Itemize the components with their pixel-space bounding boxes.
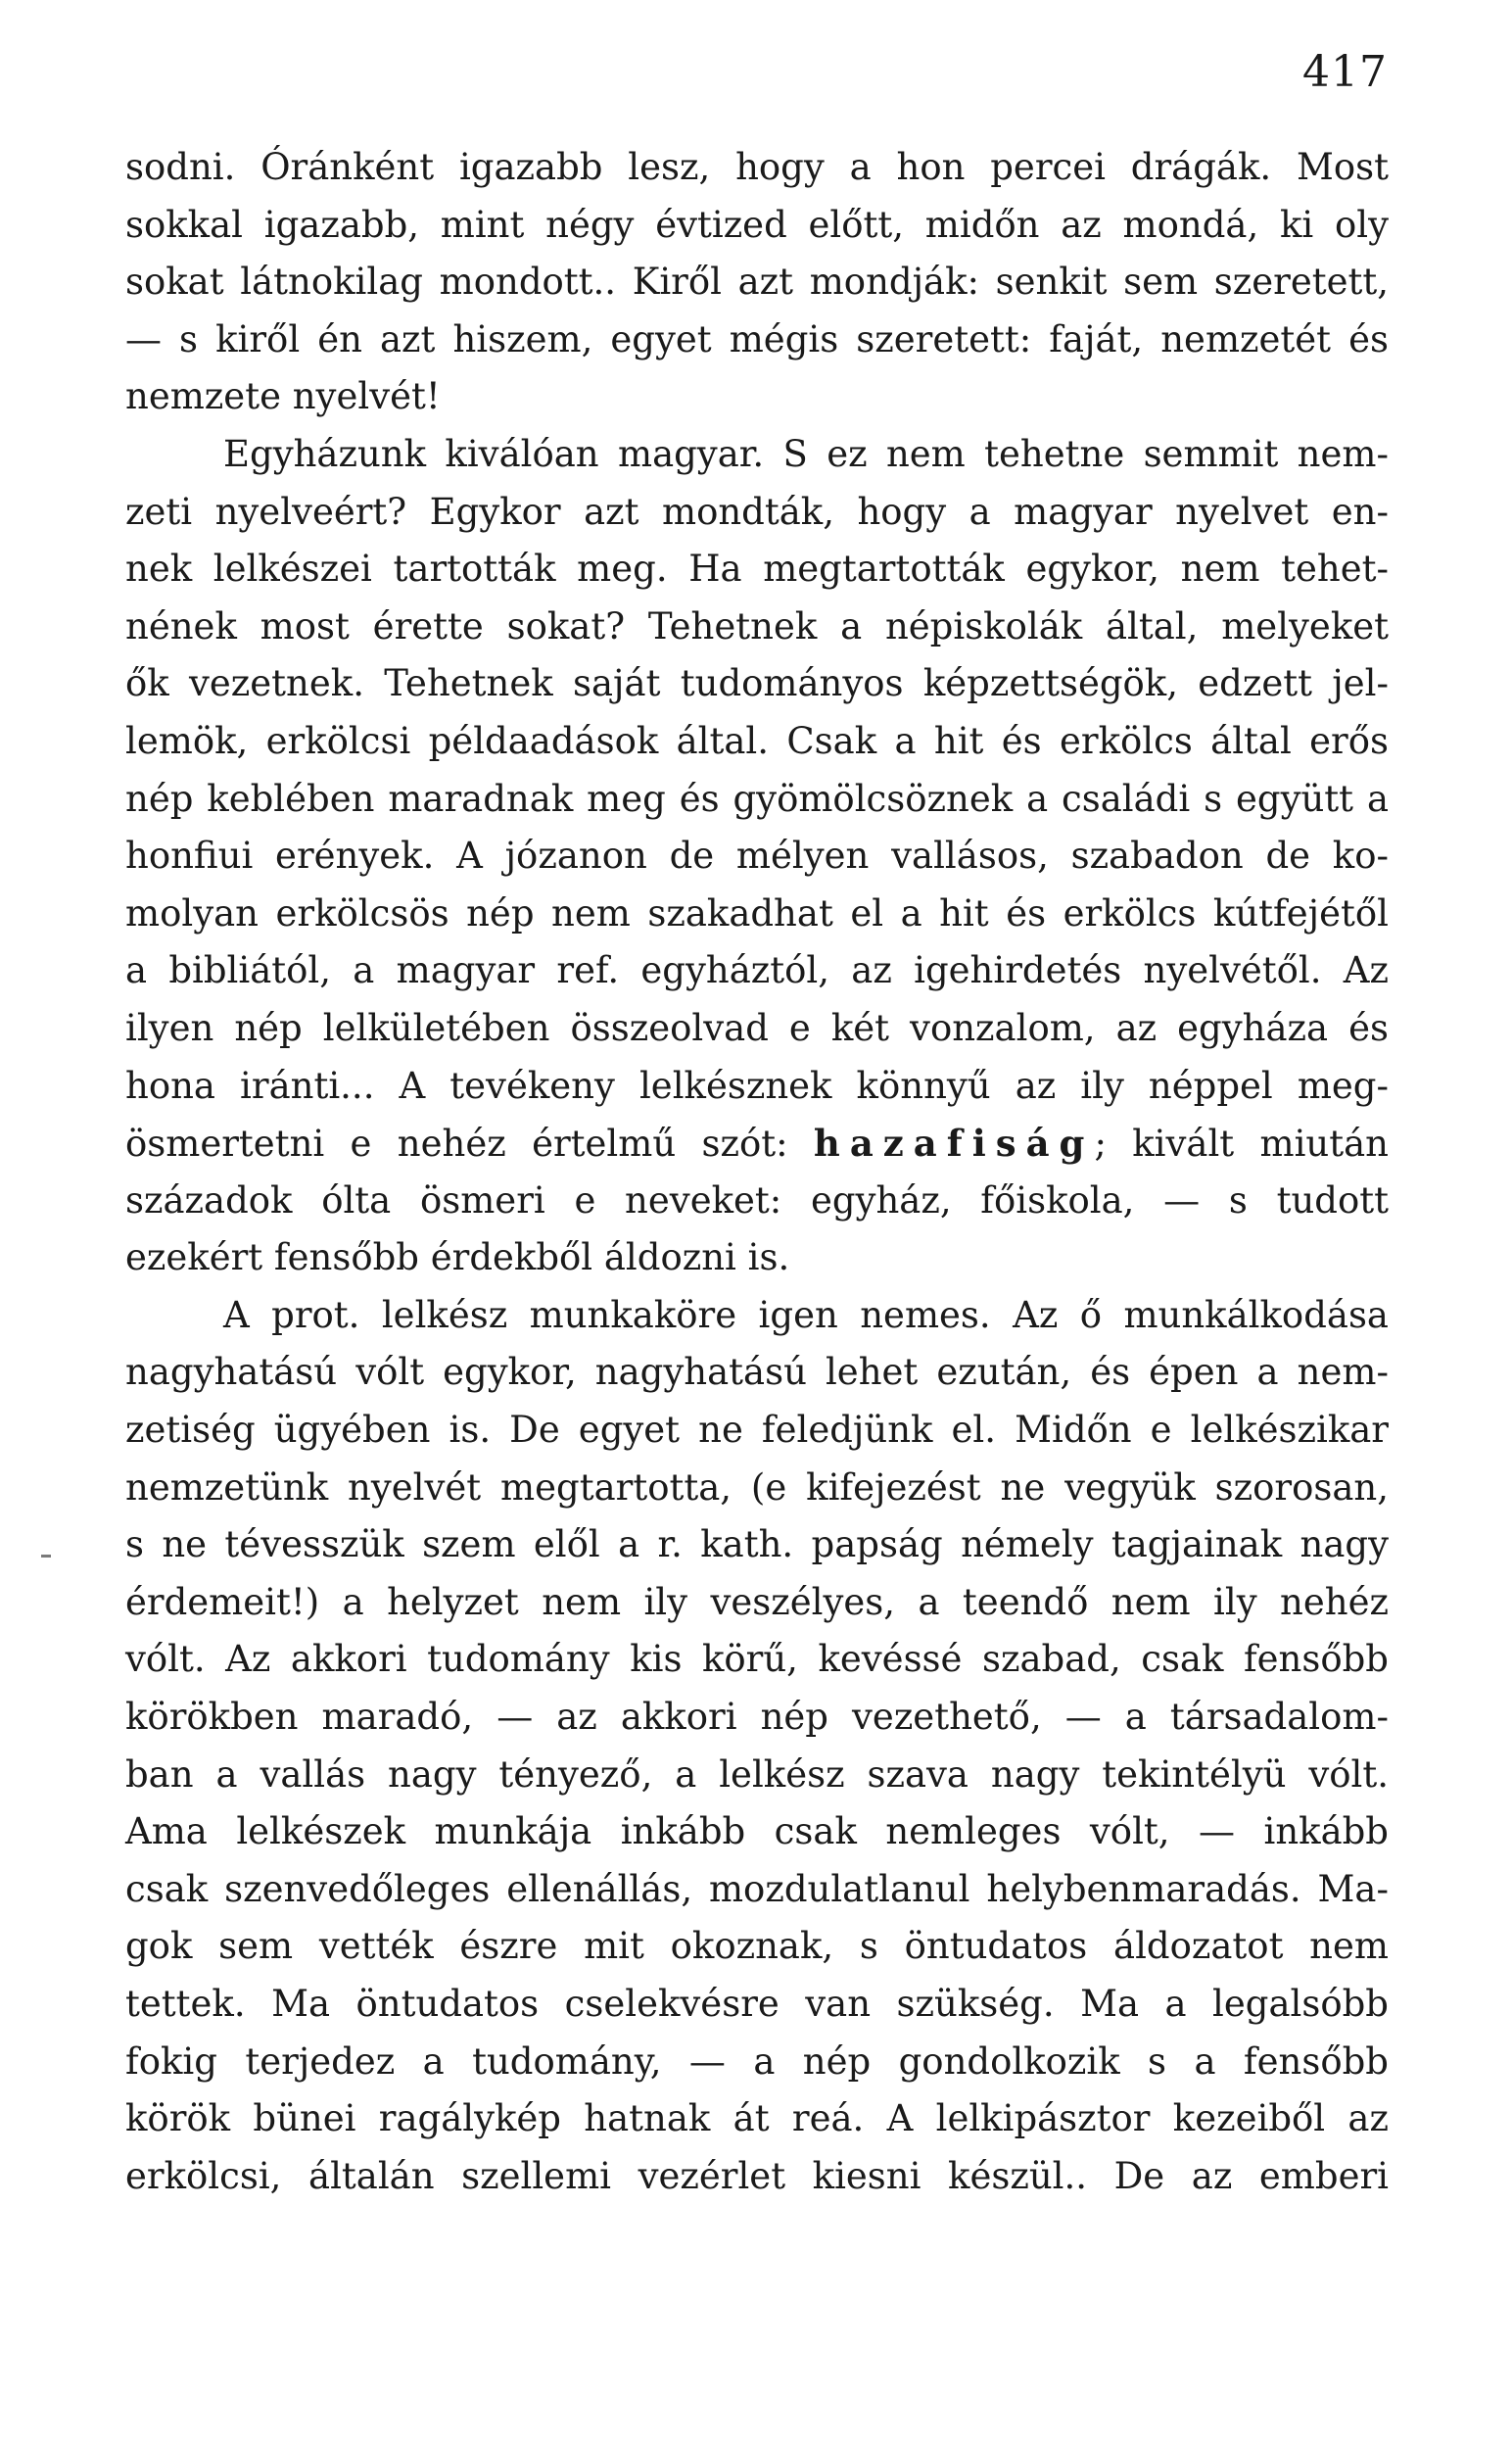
text-line: nemzete nyelvét!	[125, 375, 441, 418]
text-line: nének most érette sokat? Tehetnek a népiskolák által, melyeket	[125, 604, 1389, 647]
text-line: a bibliától, a magyar ref. egyháztól, az igehirdetés nyelvétől. Az	[125, 949, 1389, 992]
text-run: ; kivált miután	[1094, 1123, 1389, 1166]
body-text	[125, 139, 1389, 2205]
text-line: nép keblében maradnak meg és gyömölcsöznek a családi s együtt a	[125, 777, 1389, 820]
text-line: nagyhatású vólt egykor, nagyhatású lehet ezután, és épen a nem-	[125, 1351, 1389, 1394]
text-line: sokkal igazabb, mint négy évtized előtt, midőn az mondá, ki oly	[125, 203, 1389, 246]
text-line: ilyen nép lelkületében összeolvad e két vonzalom, az egyháza és	[125, 1006, 1389, 1049]
text-line: zetiség ügyében is. De egyet ne feledjünk el. Midőn e lelkészikar	[125, 1409, 1389, 1452]
text-line: ők vezetnek. Tehetnek saját tudományos képzettségök, edzett jel-	[125, 662, 1389, 705]
spaced-word: hazafiság	[813, 1122, 1095, 1166]
text-line: zeti nyelveért? Egykor azt mondták, hogy a magyar nyelvet en-	[125, 490, 1389, 533]
paragraph-2	[125, 426, 1389, 1287]
paragraph-3	[125, 1287, 1389, 2206]
text-line: ban a vallás nagy tényező, a lelkész szava nagy tekintélyü vólt.	[125, 1752, 1389, 1796]
text-line: vólt. Az akkori tudomány kis körű, kevéssé szabad, csak fensőbb	[125, 1638, 1389, 1681]
text-line: honfiui erények. A józanon de mélyen vallásos, szabadon de ko-	[125, 835, 1389, 878]
text-line: körök bünei ragálykép hatnak át reá. A lelkipásztor kezeiből az	[125, 2097, 1389, 2140]
text-line: molyan erkölcsös nép nem szakadhat el a hit és erkölcs kútfejétől	[125, 891, 1389, 935]
text-line: hona iránti... A tevékeny lelkésznek könnyű az ily néppel meg-	[125, 1064, 1389, 1107]
text-line: erkölcsi, általán szellemi vezérlet kiesni készül.. De az emberi	[125, 2154, 1389, 2197]
margin-mark	[41, 1555, 51, 1558]
paragraph-1	[125, 139, 1389, 426]
text-line: körökben maradó, — az akkori nép vezethető, — a társadalom-	[125, 1696, 1389, 1739]
text-line: lemök, erkölcsi példaadások által. Csak a hit és erkölcs által erős	[125, 719, 1389, 762]
text-line: fokig terjedez a tudomány, — a nép gondolkozik s a fensőbb	[125, 2039, 1389, 2083]
text-line: érdemeit!) a helyzet nem ily veszélyes, a teendő nem ily nehéz	[125, 1580, 1389, 1623]
page-number: 417	[1302, 47, 1388, 97]
text-line: századok ólta ösmeri e neveket: egyház, főiskola, — s tudott	[125, 1178, 1389, 1222]
text-line: nemzetünk nyelvét megtartotta, (e kifejezést ne vegyük szorosan,	[125, 1465, 1389, 1509]
text-line: ezekért fensőbb érdekből áldozni is.	[125, 1236, 790, 1279]
text-line: A prot. lelkész munkaköre igen nemes. Az ő munkálkodása	[223, 1293, 1389, 1336]
text-line: sodni. Óránként igazabb lesz, hogy a hon percei drágák. Most	[125, 146, 1389, 188]
text-run: ösmertetni e nehéz értelmű szót:	[125, 1123, 814, 1166]
text-line: nek lelkészei tartották meg. Ha megtartották egykor, nem tehet-	[125, 548, 1389, 591]
text-line: tettek. Ma öntudatos cselekvésre van szükség. Ma a legalsóbb	[125, 1983, 1389, 2025]
text-line: csak szenvedőleges ellenállás, mozdulatlanul helybenmaradás. Ma-	[125, 1867, 1389, 1910]
text-line: gok sem vették észre mit okoznak, s öntudatos áldozatot nem	[125, 1925, 1389, 1968]
emphasis-line	[125, 1115, 1389, 1173]
text-line: s ne tévesszük szem elől a r. kath. papság némely tagjainak nagy	[125, 1523, 1389, 1566]
text-line: Egyházunk kiválóan magyar. S ez nem tehetne semmit nem-	[223, 432, 1389, 475]
text-line: Ama lelkészek munkája inkább csak nemleges vólt, — inkább	[125, 1810, 1389, 1853]
text-line: sokat látnokilag mondott.. Kiről azt mondják: senkit sem szeretett,	[125, 261, 1389, 304]
text-line: — s kiről én azt hiszem, egyet mégis szeretett: faját, nemzetét és	[125, 317, 1389, 360]
